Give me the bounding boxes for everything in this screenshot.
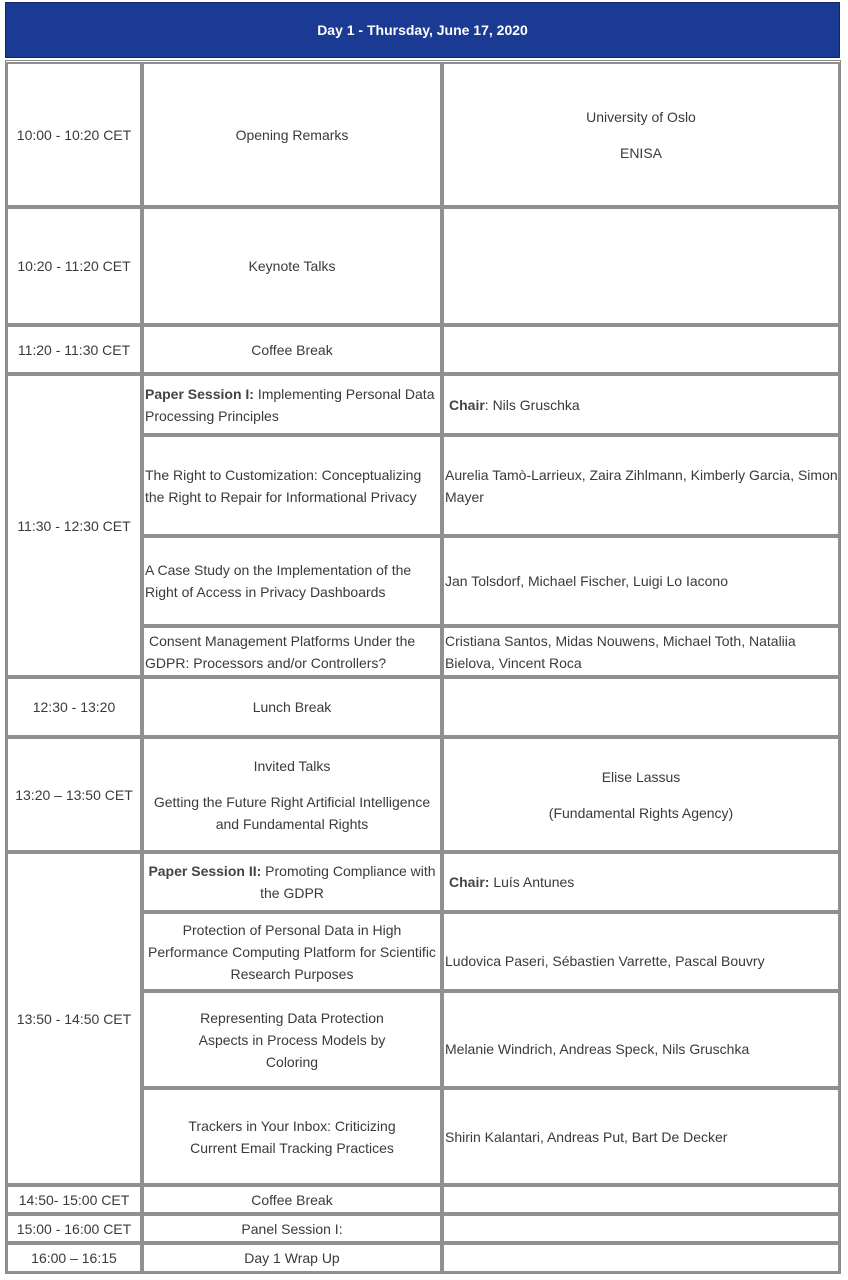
time-cell: 15:00 - 16:00 CET <box>6 1214 142 1243</box>
session-cell: Day 1 Wrap Up <box>142 1243 442 1273</box>
session-cell: Invited Talks Getting the Future Right Artificial Intelligence and Fundamental Rights <box>142 737 442 852</box>
speaker-cell <box>442 325 840 374</box>
paper-title-cell: The Right to Customization: Conceptualizing the Right to Repair for Informational Privacy <box>142 435 442 536</box>
session-cell: Panel Session I: <box>142 1214 442 1243</box>
time-cell: 13:20 – 13:50 CET <box>6 737 142 852</box>
paper-authors-cell: Melanie Windrich, Andreas Speck, Nils Gruschka <box>442 991 840 1088</box>
speaker-cell: University of Oslo ENISA <box>442 62 840 207</box>
paper-authors-cell: Jan Tolsdorf, Michael Fischer, Luigi Lo Iacono <box>442 536 840 626</box>
session-cell: Opening Remarks <box>142 62 442 207</box>
session-title: Promoting Compliance with the GDPR <box>260 863 436 901</box>
paper-title-cell: A Case Study on the Implementation of the Right of Access in Privacy Dashboards <box>142 536 442 626</box>
session-label: Paper Session II: <box>148 863 262 879</box>
speaker-cell <box>442 677 840 737</box>
chair-label: Chair <box>449 396 485 413</box>
paper-authors-cell: Aurelia Tamò-Larrieux, Zaira Zihlmann, Kimberly Garcia, Simon Mayer <box>442 435 840 536</box>
session-cell: Coffee Break <box>142 325 442 374</box>
paper-title-cell: Protection of Personal Data in High Performance Computing Platform for Scientific Research Purposes <box>142 912 442 991</box>
time-cell: 12:30 - 13:20 <box>6 677 142 737</box>
speaker-cell <box>442 1185 840 1214</box>
chair-cell <box>442 852 840 912</box>
speaker-cell <box>442 1214 840 1243</box>
session-cell <box>142 374 442 435</box>
time-cell: 14:50- 15:00 CET <box>6 1185 142 1214</box>
paper-authors-cell: Shirin Kalantari, Andreas Put, Bart De Decker <box>442 1088 840 1185</box>
chair-name: : Nils Gruschka <box>484 396 580 413</box>
speaker-cell <box>442 1243 840 1273</box>
session-cell <box>142 852 442 912</box>
session-title: Implementing Personal Data Processing Principles <box>145 385 435 424</box>
time-cell: 11:20 - 11:30 CET <box>6 325 142 374</box>
time-cell: 10:00 - 10:20 CET <box>6 62 142 207</box>
chair-cell <box>442 374 840 435</box>
day-title: Day 1 - Thursday, June 17, 2020 <box>317 22 528 38</box>
speaker-cell: Elise Lassus (Fundamental Rights Agency) <box>442 737 840 852</box>
paper-title-cell: Representing Data Protection Aspects in Process Models by Coloring <box>142 991 442 1088</box>
chair-label: Chair: <box>449 874 490 890</box>
time-cell: 10:20 - 11:20 CET <box>6 207 142 325</box>
chair-name: Luís Antunes <box>493 874 575 890</box>
session-label: Paper Session I: <box>145 385 254 402</box>
paper-authors-cell: Ludovica Paseri, Sébastien Varrette, Pascal Bouvry <box>442 912 840 991</box>
paper-authors-cell: Cristiana Santos, Midas Nouwens, Michael Toth, Nataliia Bielova, Vincent Roca <box>442 626 840 677</box>
session-cell: Coffee Break <box>142 1185 442 1214</box>
paper-title-cell: Consent Management Platforms Under the GDPR: Processors and/or Controllers? <box>142 626 442 677</box>
time-cell: 13:50 - 14:50 CET <box>6 852 142 1185</box>
paper-title-cell: Trackers in Your Inbox: Criticizing Current Email Tracking Practices <box>142 1088 442 1185</box>
time-cell: 16:00 – 16:15 <box>6 1243 142 1273</box>
session-cell: Lunch Break <box>142 677 442 737</box>
speaker-cell <box>442 207 840 325</box>
day-header <box>5 2 840 58</box>
time-cell: 11:30 - 12:30 CET <box>6 374 142 677</box>
session-cell: Keynote Talks <box>142 207 442 325</box>
